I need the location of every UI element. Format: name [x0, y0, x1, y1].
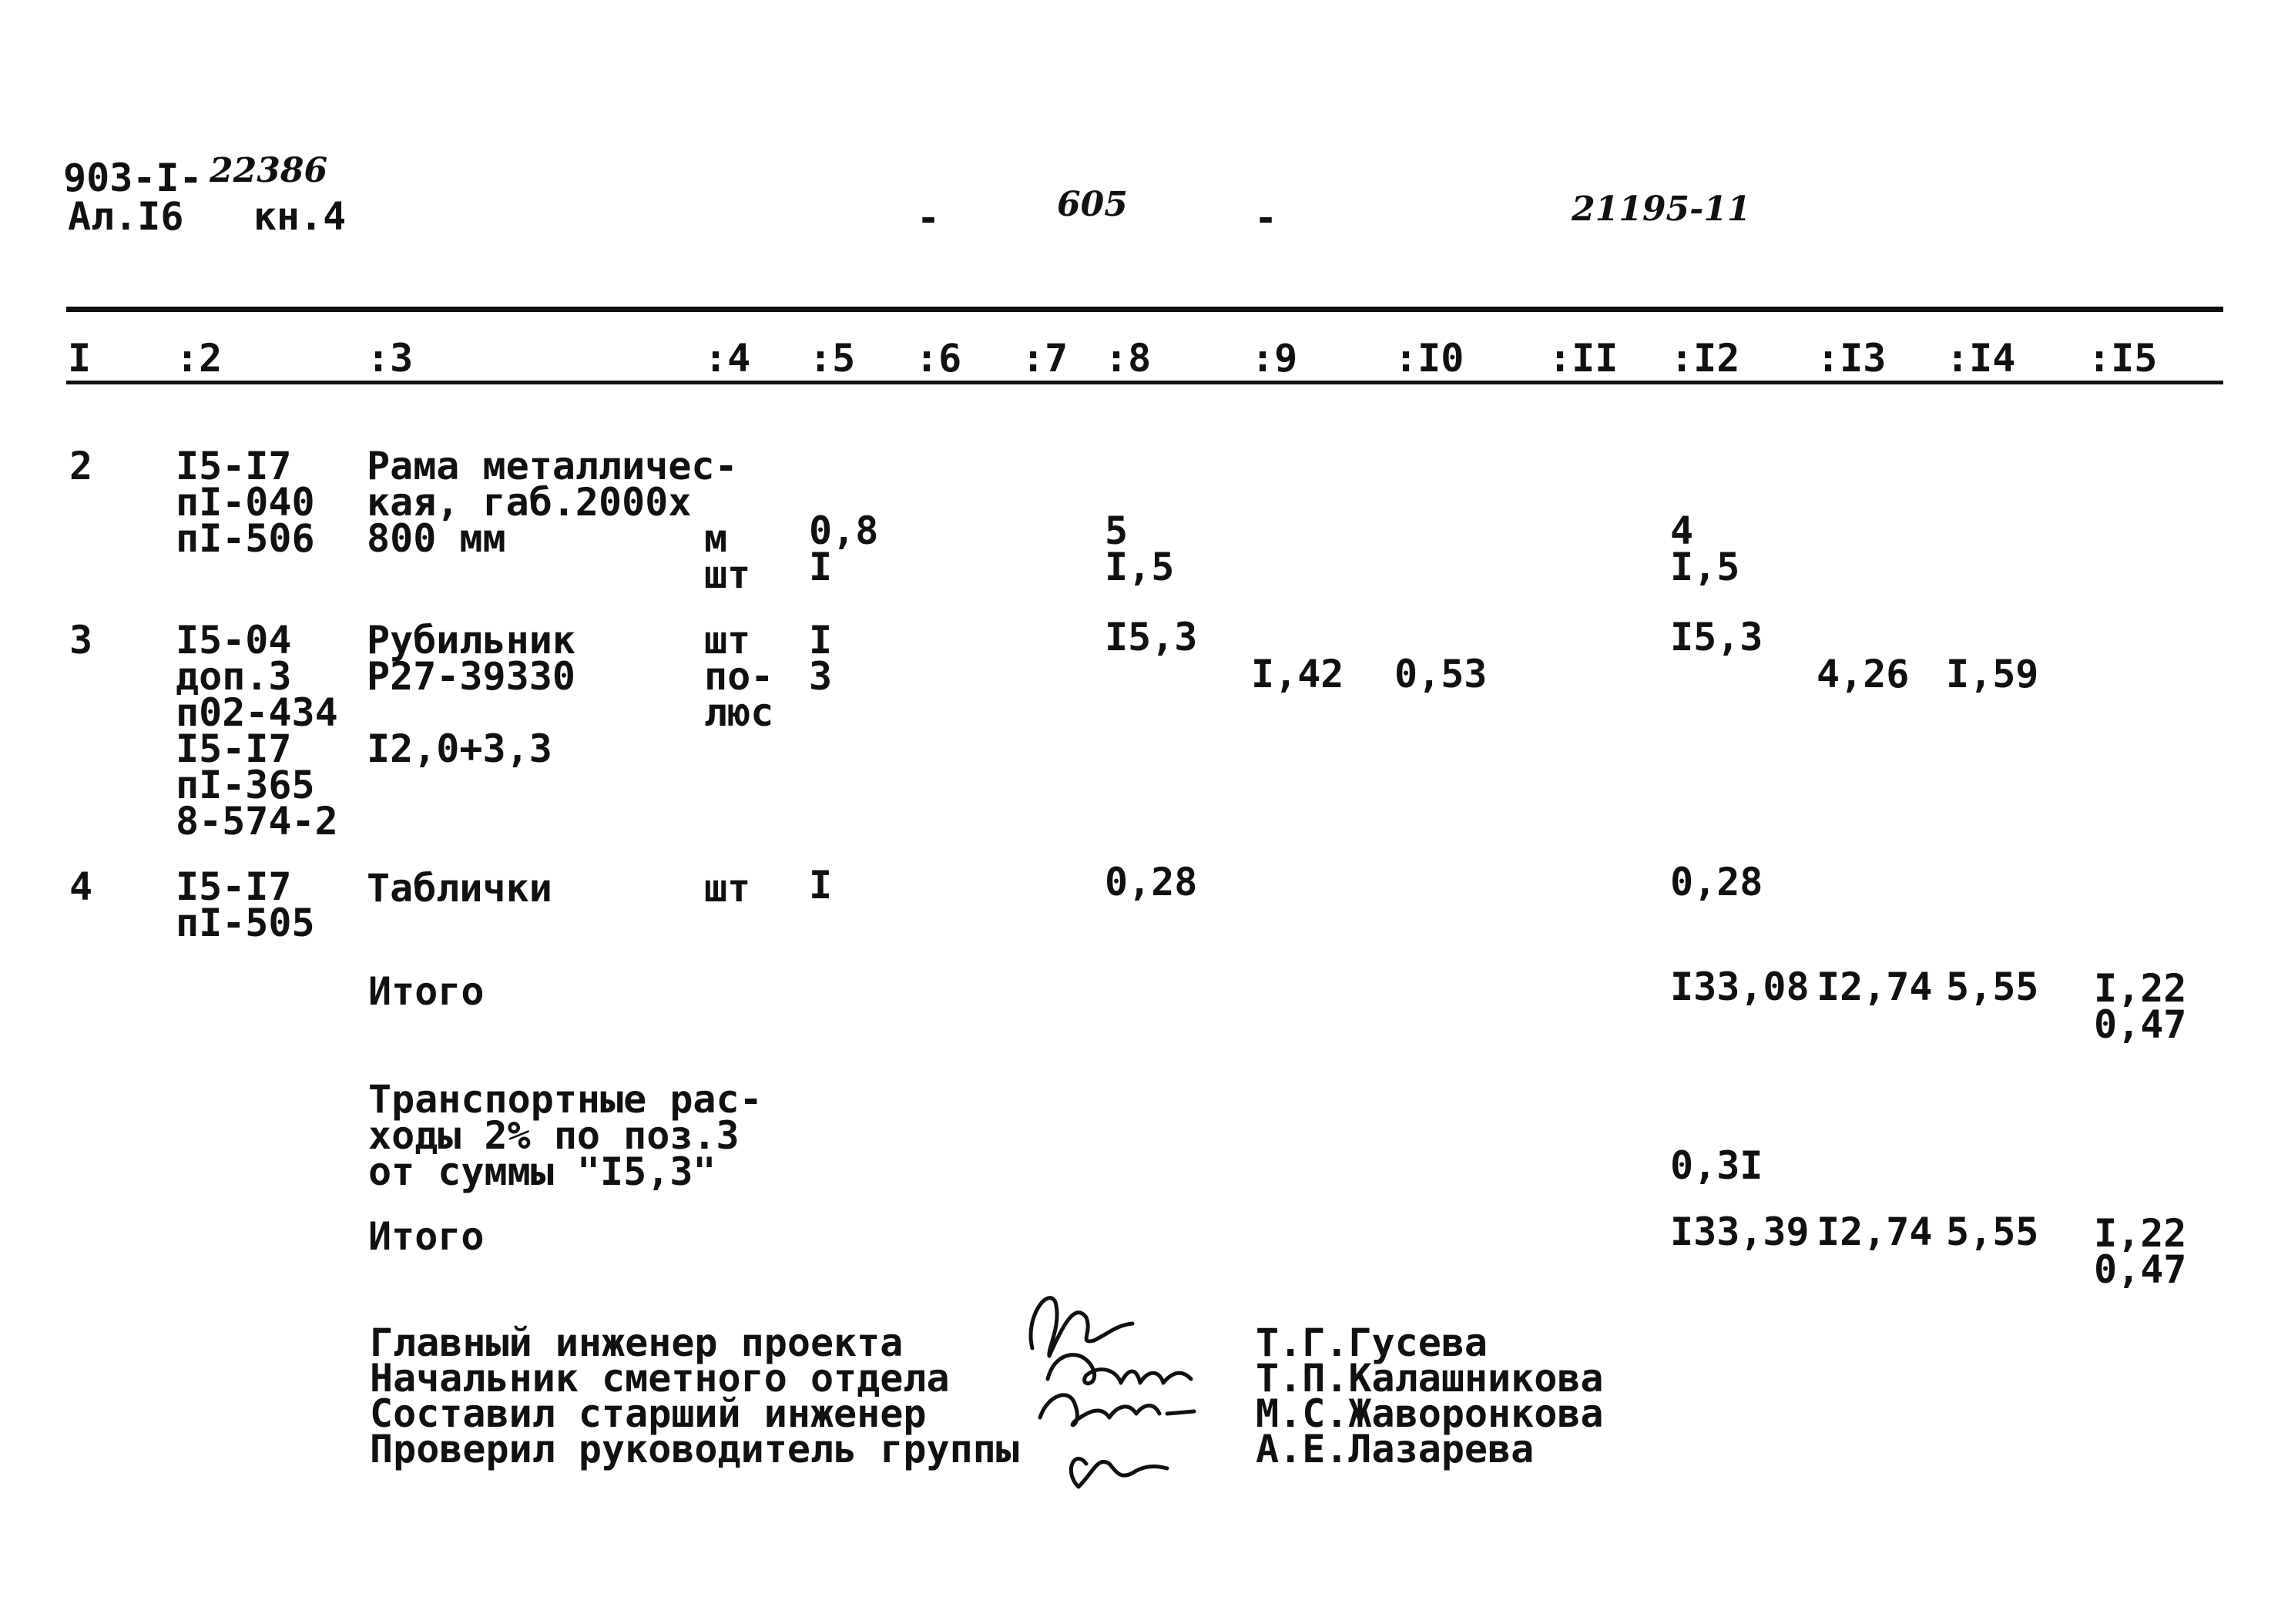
row-code: I5-I7 пI-040 пI-506: [176, 444, 315, 561]
total-label: Итого: [368, 969, 485, 1014]
total-col13: I2,74: [1817, 1210, 1933, 1254]
col-11-label: :II: [1548, 336, 1619, 381]
row-qty: I 3: [809, 618, 833, 699]
col-3-label: :3: [367, 336, 414, 381]
col-1-label: I: [68, 336, 92, 381]
total-col14: 5,55: [1946, 965, 2039, 1009]
row-unit: м шт: [704, 516, 751, 597]
signatory-role: Составил старший инженер: [370, 1391, 927, 1436]
total-col14: 5,55: [1946, 1210, 2039, 1254]
row-code: I5-I7 пI-505: [176, 864, 315, 945]
row-name: Таблички: [367, 866, 552, 911]
col-5-label: :5: [809, 336, 856, 381]
signatory-role: Начальник сметного отдела: [370, 1356, 950, 1401]
signatory-name: М.С.Жаворонкова: [1256, 1391, 1604, 1436]
transport-label: Транспортные рас- ходы 2% по поз.3 от суммы "I5,3": [368, 1077, 763, 1194]
sheet-number: 605: [1057, 185, 1128, 224]
album-book: Ал.I6 кн.4: [68, 194, 347, 239]
row-code: I5-04 доп.3 п02-434 I5-I7 пI-365 8-574-2: [176, 618, 338, 844]
row-number: 4: [69, 864, 93, 909]
total-col15: I,22 0,47: [2094, 966, 2187, 1047]
top-rule: [66, 307, 2223, 312]
col-13-label: :I3: [1817, 336, 1887, 381]
signatory-role: Проверил руководитель группы: [370, 1427, 1019, 1471]
signatory-name: Т.Г.Гусева: [1256, 1320, 1488, 1365]
col-7-label: :7: [1022, 336, 1069, 381]
row-col12: 4 I,5: [1670, 508, 1740, 589]
row-number: 3: [69, 618, 93, 663]
total-col12: I33,08: [1670, 965, 1810, 1009]
row-qty: 0,8 I: [809, 508, 879, 589]
row-col8: I5,3: [1105, 615, 1198, 659]
row-col8: 0,28: [1105, 860, 1198, 904]
header-dash-right: -: [1254, 196, 1278, 240]
row-col8: 5 I,5: [1105, 508, 1175, 589]
row-unit: шт по- люс: [704, 618, 774, 735]
row-col14: I,59: [1946, 652, 2039, 696]
col-2-label: :2: [176, 336, 223, 381]
row-col12: I5,3: [1670, 615, 1763, 659]
total-col12: I33,39: [1670, 1210, 1810, 1254]
col-9-label: :9: [1251, 336, 1298, 381]
signature-scribble: [1001, 1271, 1233, 1510]
total-label: Итого: [368, 1214, 485, 1259]
col-10-label: :I0: [1394, 336, 1464, 381]
total-col13: I2,74: [1817, 965, 1933, 1009]
row-name: Рама металличес- кая, габ.2000х 800 мм: [367, 444, 738, 561]
row-unit: шт: [704, 866, 751, 911]
doc-code-handwritten: 22386: [210, 151, 328, 190]
total-col15: I,22 0,47: [2094, 1211, 2187, 1292]
col-8-label: :8: [1105, 336, 1152, 381]
transport-col12: 0,3I: [1670, 1143, 1763, 1188]
row-col9: I,42: [1251, 652, 1344, 696]
doc-code: 903-I-: [63, 156, 203, 200]
row-qty: I: [809, 863, 833, 908]
col-15-label: :I5: [2088, 336, 2158, 381]
row-col12: 0,28: [1670, 860, 1763, 904]
column-header-rule: [66, 381, 2223, 384]
row-name: Рубильник Р27-39330 I2,0+3,3: [367, 618, 575, 771]
row-col10: 0,53: [1394, 652, 1488, 696]
signatory-name: А.Е.Лазарева: [1256, 1427, 1535, 1471]
row-col13: 4,26: [1817, 652, 1910, 696]
col-12-label: :I2: [1670, 336, 1740, 381]
row-number: 2: [69, 444, 93, 488]
col-6-label: :6: [915, 336, 962, 381]
signatory-role: Главный инженер проекта: [370, 1320, 904, 1365]
signatory-name: Т.П.Калашникова: [1256, 1356, 1604, 1401]
doc-number: 21195-11: [1572, 190, 1751, 229]
header-dash-left: -: [917, 196, 941, 240]
col-14-label: :I4: [1946, 336, 2016, 381]
col-4-label: :4: [704, 336, 751, 381]
